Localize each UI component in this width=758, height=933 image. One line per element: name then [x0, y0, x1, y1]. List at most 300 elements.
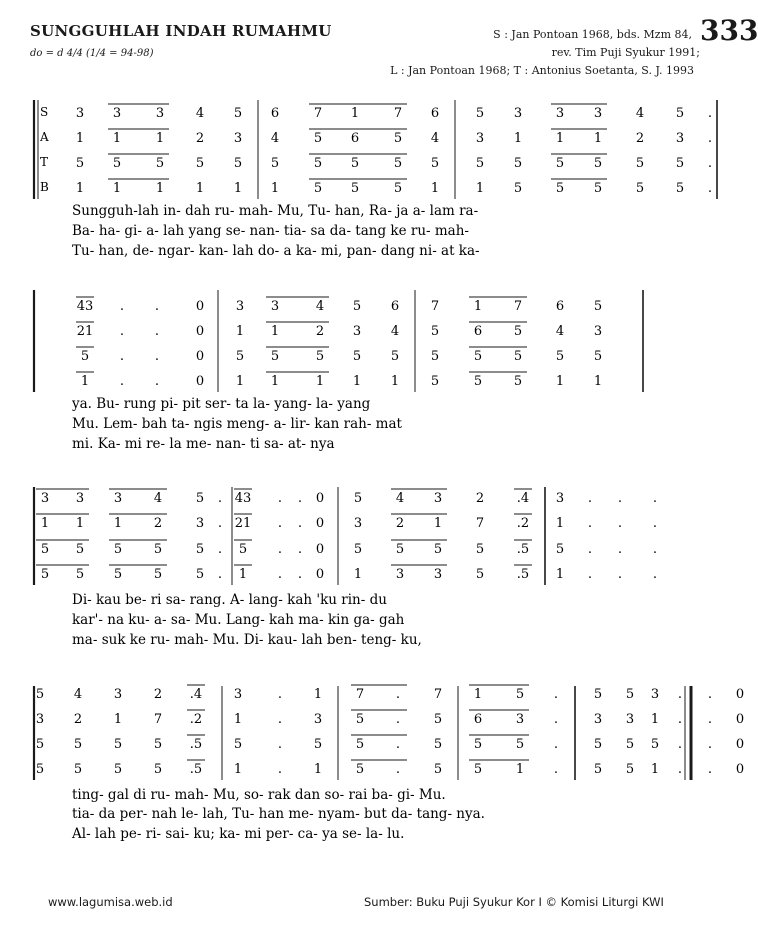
note: 1: [313, 687, 323, 702]
rest-dot: .: [297, 542, 303, 557]
credit-revision: rev. Tim Puji Syukur 1991;: [551, 46, 700, 59]
note: 1: [430, 181, 440, 196]
note: 1: [40, 516, 50, 531]
note: 3: [113, 687, 123, 702]
note: 6: [390, 299, 400, 314]
note: 1: [270, 374, 280, 389]
note: 4: [315, 299, 325, 314]
note: 5: [430, 156, 440, 171]
note: 3: [35, 712, 45, 727]
rest-dot: .: [617, 516, 623, 531]
note: 0: [195, 349, 205, 364]
note: 1: [555, 131, 565, 146]
note: 5: [555, 181, 565, 196]
note: 5: [73, 737, 83, 752]
note: 1: [270, 181, 280, 196]
note: 3: [235, 299, 245, 314]
note: 5: [270, 156, 280, 171]
note: 5: [635, 156, 645, 171]
note: 3: [353, 516, 363, 531]
note: 3: [270, 299, 280, 314]
rest-dot: .: [395, 712, 401, 727]
note: 7: [355, 687, 365, 702]
note: 1: [75, 131, 85, 146]
note: 5: [475, 567, 485, 582]
rest-dot: .: [652, 542, 658, 557]
note: 4: [430, 131, 440, 146]
note: 5: [625, 687, 635, 702]
note: .2: [516, 516, 530, 531]
note: 6: [270, 106, 280, 121]
note: .5: [189, 762, 203, 777]
note: 7: [475, 516, 485, 531]
note: 5: [473, 762, 483, 777]
note: 7: [313, 106, 323, 121]
note: 5: [393, 181, 403, 196]
song-title: SUNGGUHLAH INDAH RUMAHMU: [30, 22, 332, 40]
note: 2: [395, 516, 405, 531]
note: 5: [593, 762, 603, 777]
note: 0: [735, 687, 745, 702]
note: .4: [189, 687, 203, 702]
rest-dot: .: [707, 737, 713, 752]
note: 7: [430, 299, 440, 314]
note: 5: [513, 349, 523, 364]
note: 4: [195, 106, 205, 121]
voice-label: T: [40, 155, 49, 169]
note: 5: [40, 542, 50, 557]
rest-dot: .: [677, 687, 683, 702]
note: 5: [235, 349, 245, 364]
note: 5: [473, 349, 483, 364]
note: 5: [195, 542, 205, 557]
lyric-line: Mu. Lem- bah ta- ngis meng- a- lir- kan rah- mat: [72, 416, 402, 432]
note: 5: [675, 106, 685, 121]
rest-dot: .: [297, 516, 303, 531]
note: 5: [155, 156, 165, 171]
rest-dot: .: [297, 567, 303, 582]
note: 1: [475, 181, 485, 196]
rest-dot: .: [652, 491, 658, 506]
note: 5: [353, 491, 363, 506]
footer-source: Sumber: Buku Puji Syukur Kor I © Komisi Liturgi KWI: [364, 895, 664, 909]
rest-dot: .: [297, 491, 303, 506]
rest-dot: .: [677, 737, 683, 752]
note: 1: [650, 712, 660, 727]
note: 5: [35, 737, 45, 752]
lyric-line: Ba- ha- gi- a- lah yang se- nan- tia- sa da- tang ke ru- mah-: [72, 223, 469, 239]
note: 5: [395, 542, 405, 557]
note: 2: [315, 324, 325, 339]
note: 5: [313, 131, 323, 146]
note: 1: [352, 374, 362, 389]
note: 1: [75, 516, 85, 531]
note: 5: [515, 687, 525, 702]
note: 1: [350, 106, 360, 121]
rest-dot: .: [277, 542, 283, 557]
note: 3: [475, 131, 485, 146]
note: 2: [153, 687, 163, 702]
lyric-line: Di- kau be- ri sa- rang. A- lang- kah 'ku rin- du: [72, 592, 387, 608]
rest-dot: .: [617, 567, 623, 582]
lyric-line: Sungguh-lah in- dah ru- mah- Mu, Tu- han, Ra- ja a- lam ra-: [72, 203, 479, 219]
note: 1: [238, 567, 248, 582]
rest-dot: .: [277, 567, 283, 582]
rest-dot: .: [277, 712, 283, 727]
note: 1: [233, 181, 243, 196]
note: 1: [155, 131, 165, 146]
note: 1: [555, 567, 565, 582]
rest-dot: .: [154, 374, 160, 389]
note: 5: [313, 156, 323, 171]
note: 3: [40, 491, 50, 506]
note: 6: [430, 106, 440, 121]
note: 7: [513, 299, 523, 314]
note: 1: [112, 181, 122, 196]
rest-dot: .: [677, 712, 683, 727]
lyric-line: ma- suk ke ru- mah- Mu. Di- kau- lah ben- teng- ku,: [72, 632, 422, 648]
note: 1: [555, 516, 565, 531]
note: 5: [75, 156, 85, 171]
note: 1: [235, 374, 245, 389]
rest-dot: .: [587, 491, 593, 506]
note: 3: [675, 131, 685, 146]
note: 21: [234, 516, 252, 531]
note: 5: [355, 762, 365, 777]
note: 5: [113, 762, 123, 777]
note: 1: [113, 516, 123, 531]
note: 5: [153, 737, 163, 752]
note: 5: [153, 567, 163, 582]
note: 5: [433, 737, 443, 752]
note: 5: [195, 491, 205, 506]
rest-dot: .: [587, 567, 593, 582]
note: 1: [513, 131, 523, 146]
rest-dot: .: [119, 324, 125, 339]
rest-dot: .: [677, 762, 683, 777]
note: 3: [112, 106, 122, 121]
rest-dot: .: [395, 687, 401, 702]
note: 0: [735, 762, 745, 777]
note: 0: [315, 542, 325, 557]
note: 5: [355, 737, 365, 752]
note: 5: [513, 156, 523, 171]
note: 3: [625, 712, 635, 727]
note: 5: [513, 181, 523, 196]
rest-dot: .: [617, 542, 623, 557]
hymn-number: 333: [700, 14, 758, 47]
note: 1: [315, 374, 325, 389]
note: 5: [650, 737, 660, 752]
lyric-line: ya. Bu- rung pi- pit ser- ta la- yang- la- yang: [72, 396, 371, 412]
note: 5: [350, 181, 360, 196]
note: 7: [393, 106, 403, 121]
note: 3: [313, 712, 323, 727]
note: 5: [430, 324, 440, 339]
note: 6: [555, 299, 565, 314]
note: 5: [625, 737, 635, 752]
note: 3: [233, 131, 243, 146]
note: 1: [593, 374, 603, 389]
rest-dot: .: [119, 299, 125, 314]
rest-dot: .: [707, 156, 713, 171]
note: 1: [650, 762, 660, 777]
note: 1: [233, 712, 243, 727]
note: 5: [593, 349, 603, 364]
note: 5: [352, 349, 362, 364]
note: 5: [393, 131, 403, 146]
note: 3: [395, 567, 405, 582]
tempo-marking: do = d 4/4 (1/4 = 94-98): [30, 48, 154, 59]
note: 1: [473, 687, 483, 702]
note: 4: [635, 106, 645, 121]
rest-dot: .: [277, 737, 283, 752]
note: 6: [350, 131, 360, 146]
lyric-line: mi. Ka- mi re- la me- nan- ti sa- at- nya: [72, 436, 335, 452]
rest-dot: .: [154, 349, 160, 364]
rest-dot: .: [277, 687, 283, 702]
note: 5: [313, 181, 323, 196]
rest-dot: .: [217, 491, 223, 506]
note: 1: [113, 712, 123, 727]
note: .5: [516, 542, 530, 557]
note: 5: [313, 737, 323, 752]
note: 3: [352, 324, 362, 339]
footer-website: www.lagumisa.web.id: [48, 895, 173, 909]
lyric-line: tia- da per- nah le- lah, Tu- han me- nyam- but da- tang- nya.: [72, 806, 485, 822]
note: 1: [515, 762, 525, 777]
note: 1: [353, 567, 363, 582]
note: 3: [555, 106, 565, 121]
note: 5: [593, 156, 603, 171]
note: 5: [195, 567, 205, 582]
note: 3: [75, 106, 85, 121]
note: 5: [473, 374, 483, 389]
credit-lyrics: L : Jan Pontoan 1968; T : Antonius Soetanta, S. J. 1993: [390, 64, 694, 77]
note: 1: [313, 762, 323, 777]
note: 5: [75, 542, 85, 557]
voice-label: A: [40, 130, 49, 144]
note: 1: [433, 516, 443, 531]
note: 0: [735, 737, 745, 752]
note: 21: [76, 324, 94, 339]
note: 5: [433, 542, 443, 557]
note: 5: [513, 374, 523, 389]
note: 3: [433, 491, 443, 506]
rest-dot: .: [587, 542, 593, 557]
note: 5: [475, 106, 485, 121]
rest-dot: .: [707, 762, 713, 777]
note: 3: [650, 687, 660, 702]
rest-dot: .: [217, 542, 223, 557]
note: 5: [195, 156, 205, 171]
note: 5: [352, 299, 362, 314]
note: 7: [153, 712, 163, 727]
note: 0: [195, 324, 205, 339]
note: 3: [593, 712, 603, 727]
note: 43: [234, 491, 252, 506]
note: 5: [593, 737, 603, 752]
note: 4: [73, 687, 83, 702]
note: 5: [555, 156, 565, 171]
note: 5: [112, 156, 122, 171]
note: 5: [635, 181, 645, 196]
rest-dot: .: [277, 762, 283, 777]
rest-dot: .: [154, 324, 160, 339]
rest-dot: .: [395, 737, 401, 752]
note: 5: [390, 349, 400, 364]
rest-dot: .: [217, 516, 223, 531]
note: 5: [113, 737, 123, 752]
note: 2: [475, 491, 485, 506]
note: 5: [475, 156, 485, 171]
note: 0: [195, 299, 205, 314]
rest-dot: .: [395, 762, 401, 777]
note: 0: [315, 567, 325, 582]
note: 7: [433, 687, 443, 702]
note: 5: [350, 156, 360, 171]
note: 5: [555, 542, 565, 557]
note: 5: [113, 567, 123, 582]
note: 5: [270, 349, 280, 364]
note: 6: [473, 324, 483, 339]
note: 6: [473, 712, 483, 727]
note: 5: [153, 762, 163, 777]
note: 5: [35, 687, 45, 702]
voice-label: B: [40, 180, 49, 194]
note: .5: [516, 567, 530, 582]
credit-music: S : Jan Pontoan 1968, bds. Mzm 84,: [493, 28, 692, 41]
note: 1: [235, 324, 245, 339]
note: 5: [433, 762, 443, 777]
rest-dot: .: [652, 567, 658, 582]
note: 3: [593, 106, 603, 121]
note: 5: [355, 712, 365, 727]
note: 3: [195, 516, 205, 531]
note: 4: [153, 491, 163, 506]
note: 0: [195, 374, 205, 389]
note: 5: [675, 156, 685, 171]
note: 5: [233, 737, 243, 752]
rest-dot: .: [617, 491, 623, 506]
note: 5: [475, 542, 485, 557]
note: 4: [395, 491, 405, 506]
rest-dot: .: [707, 687, 713, 702]
note: 5: [430, 349, 440, 364]
note: 5: [238, 542, 248, 557]
note: 5: [73, 762, 83, 777]
note: 0: [315, 516, 325, 531]
note: 3: [513, 106, 523, 121]
note: .5: [189, 737, 203, 752]
note: 5: [515, 737, 525, 752]
note: 5: [513, 324, 523, 339]
note: 5: [40, 567, 50, 582]
note: 5: [593, 181, 603, 196]
note: 5: [675, 181, 685, 196]
note: 43: [76, 299, 94, 314]
note: 5: [393, 156, 403, 171]
rest-dot: .: [119, 374, 125, 389]
lyric-line: Tu- han, de- ngar- kan- lah do- a ka- mi, pan- dang ni- at ka-: [72, 243, 480, 259]
lyric-line: Al- lah pe- ri- sai- ku; ka- mi per- ca- ya se- la- lu.: [72, 826, 405, 842]
rest-dot: .: [553, 712, 559, 727]
note: 2: [635, 131, 645, 146]
note: 4: [270, 131, 280, 146]
note: 5: [555, 349, 565, 364]
note: 1: [473, 299, 483, 314]
note: 5: [593, 299, 603, 314]
rest-dot: .: [119, 349, 125, 364]
note: 1: [195, 181, 205, 196]
note: 1: [593, 131, 603, 146]
note: 1: [270, 324, 280, 339]
note: 3: [75, 491, 85, 506]
note: 5: [473, 737, 483, 752]
note: 1: [75, 181, 85, 196]
note: 5: [593, 687, 603, 702]
rest-dot: .: [587, 516, 593, 531]
note: 5: [353, 542, 363, 557]
rest-dot: .: [154, 299, 160, 314]
note: 2: [73, 712, 83, 727]
note: 4: [555, 324, 565, 339]
rest-dot: .: [277, 516, 283, 531]
note: 1: [233, 762, 243, 777]
note: 5: [80, 349, 90, 364]
note: 1: [390, 374, 400, 389]
note: 2: [195, 131, 205, 146]
rest-dot: .: [553, 737, 559, 752]
rest-dot: .: [707, 131, 713, 146]
rest-dot: .: [652, 516, 658, 531]
note: 5: [433, 712, 443, 727]
lyric-line: ting- gal di ru- mah- Mu, so- rak dan so- rai ba- gi- Mu.: [72, 787, 446, 803]
lyric-line: kar'- na ku- a- sa- Mu. Lang- kah ma- kin ga- gah: [72, 612, 405, 628]
note: 5: [153, 542, 163, 557]
rest-dot: .: [553, 762, 559, 777]
note: 5: [233, 156, 243, 171]
note: 3: [593, 324, 603, 339]
note: 1: [555, 374, 565, 389]
note: 1: [155, 181, 165, 196]
voice-label: S: [40, 105, 49, 119]
note: 0: [735, 712, 745, 727]
note: 1: [112, 131, 122, 146]
note: 5: [430, 374, 440, 389]
note: 5: [625, 762, 635, 777]
note: 5: [75, 567, 85, 582]
note: 5: [315, 349, 325, 364]
rest-dot: .: [707, 712, 713, 727]
note: 3: [155, 106, 165, 121]
note: 2: [153, 516, 163, 531]
note: 1: [80, 374, 90, 389]
rest-dot: .: [277, 491, 283, 506]
note: .2: [189, 712, 203, 727]
note: 5: [233, 106, 243, 121]
rest-dot: .: [553, 687, 559, 702]
note: 5: [35, 762, 45, 777]
note: 3: [555, 491, 565, 506]
note: 4: [390, 324, 400, 339]
rest-dot: .: [707, 181, 713, 196]
note: 0: [315, 491, 325, 506]
rest-dot: .: [217, 567, 223, 582]
note: 3: [233, 687, 243, 702]
note: 3: [515, 712, 525, 727]
note: 3: [113, 491, 123, 506]
